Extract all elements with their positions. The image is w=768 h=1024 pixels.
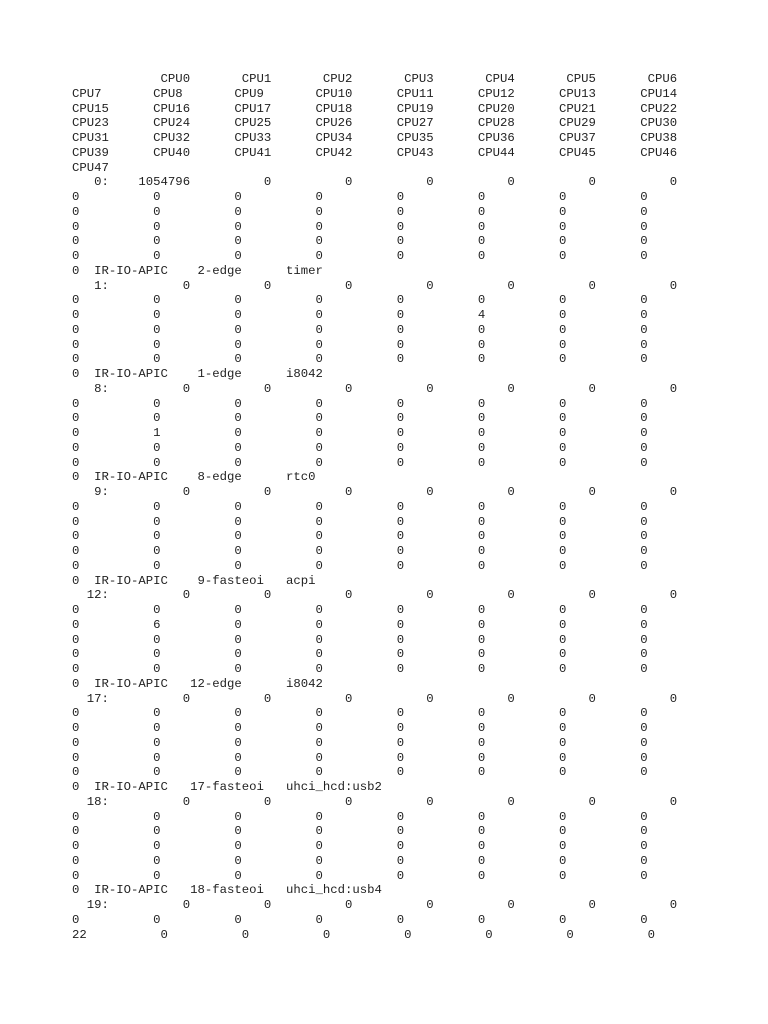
interrupts-listing (72, 72, 677, 942)
text-line: 0 0 0 0 0 0 0 0 (72, 721, 648, 735)
text-line: 0 0 0 0 0 0 0 0 (72, 558, 648, 573)
text-line: 0 0 0 0 0 0 0 0 (72, 190, 648, 204)
text-line: 0 1 0 0 0 0 0 0 (72, 426, 648, 440)
text-line: 0 0 0 0 0 0 0 0 (72, 204, 648, 219)
text-line: 0 IR-IO-APIC 9-fasteoi acpi (72, 573, 316, 588)
text-line: 0 0 0 0 0 0 0 0 (72, 529, 648, 544)
text-line: 0 0 0 0 0 0 0 0 (72, 499, 648, 514)
text-line: 0 0 0 0 0 0 0 0 (72, 603, 648, 617)
text-line: 0 IR-IO-APIC 18-fasteoi uhci_hcd:usb4 (72, 883, 382, 898)
text-line: 0 IR-IO-APIC 17-fasteoi uhci_hcd:usb2 (72, 780, 382, 794)
text-line: 0 0 0 0 0 0 0 0 (72, 735, 648, 750)
text-line: 0: 1054796 0 0 0 0 0 0 (72, 175, 678, 190)
text-line: 0 IR-IO-APIC 12-edge i8042 (72, 676, 323, 691)
text-line: 0 0 0 0 0 0 0 0 (72, 662, 648, 676)
text-line: CPU47 (72, 160, 109, 175)
text-line: CPU7 CPU8 CPU9 CPU10 CPU11 CPU12 CPU13 CPU14 (72, 86, 678, 101)
text-line: 0 0 0 0 0 0 0 0 (72, 839, 648, 853)
text-line: 0 0 0 0 0 0 0 0 (72, 750, 648, 765)
text-line: 19: 0 0 0 0 0 0 0 (72, 898, 678, 912)
text-line: 18: 0 0 0 0 0 0 0 (72, 794, 678, 809)
text-line: 0 6 0 0 0 0 0 0 (72, 617, 648, 632)
text-line: 0 IR-IO-APIC 1-edge i8042 (72, 367, 323, 381)
text-line: 0 0 0 0 0 0 0 0 (72, 632, 648, 647)
text-line: CPU0 CPU1 CPU2 CPU3 CPU4 CPU5 CPU6 (72, 72, 678, 86)
text-line: 0 0 0 0 0 0 0 0 (72, 396, 648, 411)
text-line: 0 IR-IO-APIC 2-edge timer (72, 263, 323, 278)
text-line: 0 0 0 0 0 0 0 0 (72, 868, 648, 883)
text-line: CPU39 CPU40 CPU41 CPU42 CPU43 CPU44 CPU45 CPU46 (72, 145, 678, 160)
text-line: 0 0 0 0 0 0 0 0 (72, 337, 648, 352)
text-line: 0 0 0 0 0 0 0 0 (72, 322, 648, 337)
text-line: 0 0 0 0 0 0 0 0 (72, 706, 648, 721)
text-line: 0 0 0 0 0 0 0 0 (72, 912, 648, 927)
text-line: 0 0 0 0 0 0 0 0 (72, 765, 648, 780)
text-line: 0 0 0 0 0 0 0 0 (72, 647, 648, 662)
text-line: 0 IR-IO-APIC 8-edge rtc0 (72, 470, 316, 485)
text-line: 0 0 0 0 0 0 0 0 (72, 544, 648, 558)
text-line: 0 0 0 0 0 0 0 0 (72, 809, 648, 824)
text-line: 0 0 0 0 0 0 0 0 (72, 440, 648, 455)
text-line: 22 0 0 0 0 0 0 0 (72, 927, 655, 942)
text-line: 17: 0 0 0 0 0 0 0 (72, 691, 678, 706)
text-line: 0 0 0 0 0 0 0 0 (72, 411, 648, 426)
text-line: 0 0 0 0 0 0 0 0 (72, 352, 648, 367)
text-line: 8: 0 0 0 0 0 0 0 (72, 381, 678, 396)
text-line: 0 0 0 0 0 0 0 0 (72, 455, 648, 470)
text-line: 0 0 0 0 0 0 0 0 (72, 824, 648, 839)
text-line: 0 0 0 0 0 4 0 0 (72, 308, 648, 322)
text-line: 0 0 0 0 0 0 0 0 (72, 293, 648, 308)
text-line: 1: 0 0 0 0 0 0 0 (72, 278, 678, 293)
text-line: 0 0 0 0 0 0 0 0 (72, 219, 648, 234)
text-line: 0 0 0 0 0 0 0 0 (72, 514, 648, 529)
text-line: 0 0 0 0 0 0 0 0 (72, 234, 648, 249)
text-line: CPU15 CPU16 CPU17 CPU18 CPU19 CPU20 CPU21 CPU22 (72, 101, 678, 116)
text-line: 9: 0 0 0 0 0 0 0 (72, 485, 678, 499)
text-line: 0 0 0 0 0 0 0 0 (72, 249, 648, 263)
text-line: CPU23 CPU24 CPU25 CPU26 CPU27 CPU28 CPU29 CPU30 (72, 116, 678, 131)
text-line: CPU31 CPU32 CPU33 CPU34 CPU35 CPU36 CPU37 CPU38 (72, 131, 678, 145)
text-line: 0 0 0 0 0 0 0 0 (72, 853, 648, 868)
text-line: 12: 0 0 0 0 0 0 0 (72, 588, 678, 603)
